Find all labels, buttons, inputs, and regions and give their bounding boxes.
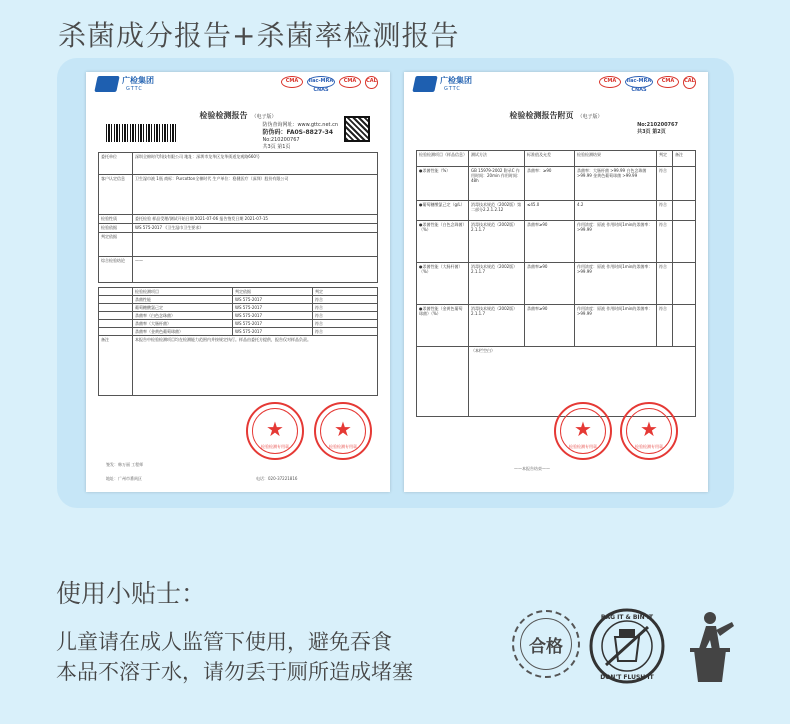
- qr-code: [344, 116, 370, 142]
- gttc-logo-icon: [94, 76, 119, 92]
- report-title: 检验检测报告 （电子版）: [199, 111, 277, 120]
- trash-disposal-icon: [676, 610, 744, 684]
- red-seal-stamp: ★ 检验检测专用章: [620, 402, 678, 460]
- table-row: ●杀菌性能（金黄色葡萄球菌）（%） 消毒技术规范（2002版）2.1.1.7 杀菌率≥90 作用浓度：原液 作用时间1min的杀菌率：>99.99 符合: [416, 305, 696, 347]
- org-sub: GTTC: [126, 86, 143, 92]
- table-row: 判定依据: [98, 233, 378, 257]
- table-row: 综合检验结论 ——: [98, 257, 378, 283]
- report-header: [86, 72, 390, 100]
- certification-marks: [599, 76, 696, 93]
- page-title: 杀菌成分报告+杀菌率检测报告: [58, 19, 460, 52]
- table-row: 杀菌性能 WS 575-2017 符合: [98, 296, 378, 304]
- table-row: 客户认定信息 卫生湿巾液 1瓶 商标：Purcotton全棉时代 生产单位：稳健医疗（深圳）股份有限公司: [98, 175, 378, 215]
- inspection-report-page-2: [404, 72, 708, 492]
- org-sub: GTTC: [444, 86, 461, 92]
- tip-line-2: 本品不溶于水，请勿丢于厕所造成堵塞: [56, 660, 413, 684]
- signers: 签发：韩万丽 工程师: [106, 462, 144, 467]
- report-end-text: ——本报告结束——: [514, 466, 550, 471]
- report-title: 检验检测报告附页 （电子版）: [509, 111, 603, 120]
- red-seal-stamp: ★ 检验检测专用章: [246, 402, 304, 460]
- tips-title: 使用小贴士：: [56, 579, 207, 608]
- results-table: [98, 287, 378, 396]
- anti-fake-info: 防伪查询网址：www.gttc.net.cn 防伪码：FA0S-8827-34 No:210200767 共3页 第1页: [262, 122, 338, 150]
- svg-text:BAG IT & BIN IT: BAG IT & BIN IT: [600, 614, 654, 621]
- cma-mark-icon: CMA: [281, 76, 303, 88]
- gttc-logo-icon: [412, 76, 437, 92]
- certification-marks: [281, 76, 378, 93]
- table-row: ●杀菌性能（大肠杆菌）（%） 消毒技术规范（2002版）2.1.1.7 杀菌率≥90 作用浓度：原液 作用时间1min的杀菌率：>99.99 符合: [416, 263, 696, 305]
- table-row: 杀菌率（大肠杆菌） WS 575-2017 符合: [98, 320, 378, 328]
- cnas-mark-icon: ilac-MRA CNAS: [308, 78, 334, 93]
- table-row: ●杀菌性能（%） GB 15979-2002 附录C 作用时间：20min 作用时间：48h 杀菌率：≥90 杀菌率：大肠杆菌 >99.99 白色念珠菌 >99.99 金黄色葡萄球菌 >99.99 符合: [416, 167, 696, 201]
- table-row: 杀菌率（金黄色葡萄球菌） WS 575-2017 符合: [98, 328, 378, 336]
- inspection-report-page-1: [86, 72, 390, 492]
- cal-mark-icon: CAL: [683, 76, 696, 89]
- barcode: [106, 124, 176, 142]
- qualified-badge-icon: 合格: [512, 610, 580, 678]
- cma-mark-icon: CMA: [657, 76, 679, 88]
- star-icon: ★: [640, 417, 658, 441]
- table-header-row: 检验检测项目（样品信息） 测试方法 标准值及允差 检验检测结果 判定 备注: [416, 151, 696, 167]
- cma-mark-icon: CMA: [599, 76, 621, 88]
- table-row: 检验依据 WS 575-2017 《卫生湿巾卫生要求》: [98, 224, 378, 233]
- table-row: 杀菌率（白色念珠菌） WS 575-2017 符合: [98, 312, 378, 320]
- cal-mark-icon: CAL: [365, 76, 378, 89]
- remark-row: （本栏空白）: [416, 347, 696, 417]
- report-number: No:210200767 共3页 第2页: [637, 122, 678, 135]
- star-icon: ★: [266, 417, 284, 441]
- svg-text:DON'T FLUSH IT: DON'T FLUSH IT: [600, 674, 654, 681]
- report-header: [404, 72, 708, 100]
- phone: 电话：020-37221816: [256, 476, 298, 481]
- org-name: 广检集团: [122, 76, 154, 85]
- star-icon: ★: [574, 417, 592, 441]
- bag-it-bin-it-icon: [588, 607, 666, 685]
- remark-row: 备注 本报告中检验检测项目均在检测能力范围内并按规定执行。样品由委托方提供，报告仅对样品负责。: [98, 336, 378, 396]
- table-row: ●葡萄糖酸氯己定（g/L） 消毒技术规范（2002版）第二部分2.2.1.2.12 ≤45.0 4.2 符合: [416, 201, 696, 221]
- tip-line-1: 儿童请在成人监管下使用，避免吞食: [56, 630, 392, 654]
- org-name: 广检集团: [440, 76, 472, 85]
- report-info-table: [98, 152, 378, 283]
- table-row: 葡萄糖酸氯己定 WS 575-2017 符合: [98, 304, 378, 312]
- star-icon: ★: [334, 417, 352, 441]
- cma-mark-icon: CMA: [339, 76, 361, 88]
- table-row: 检验性质 委托检验 样品受理/测试开始日期 2021-07-06 报告签发日期 2021-07-15: [98, 215, 378, 224]
- table-header-row: 检验检测项目 判定依据 判定: [98, 288, 378, 296]
- results-detail-table: [416, 150, 696, 417]
- table-row: 委托单位 深圳全棉时代科技有限公司 地址：深圳市龙华区龙华街道龙观路660号: [98, 153, 378, 175]
- red-seal-stamp: ★ 检验检测专用章: [314, 402, 372, 460]
- cnas-mark-icon: ilac-MRA CNAS: [626, 78, 652, 93]
- red-seal-stamp: ★ 检验检测专用章: [554, 402, 612, 460]
- table-row: ●杀菌性能（白色念珠菌）（%） 消毒技术规范（2002版）2.1.1.7 杀菌率≥90 作用浓度：原液 作用时间1min的杀菌率：>99.99 符合: [416, 221, 696, 263]
- address: 地址：广州市番禺区: [106, 476, 142, 481]
